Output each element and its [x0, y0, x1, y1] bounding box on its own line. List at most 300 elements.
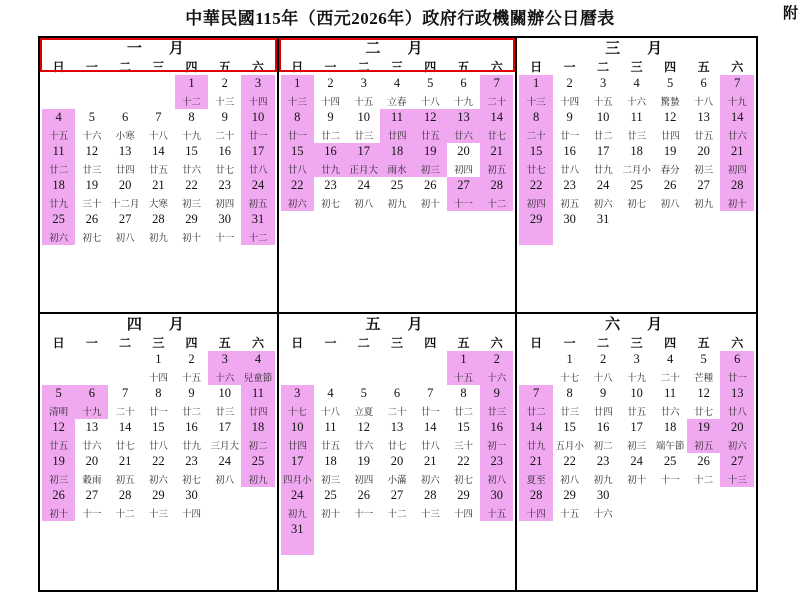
day-cell: 29: [152, 488, 165, 502]
lunar-cell: [241, 504, 274, 521]
day-cell: [414, 521, 447, 538]
table-row-lunar: [281, 126, 514, 143]
lunar-cell: 十九: [627, 373, 647, 384]
day-cell: 26: [357, 488, 370, 502]
lunar-cell: 二十: [115, 407, 135, 418]
day-cell: 25: [390, 178, 404, 192]
weekday-header: 日: [530, 60, 543, 74]
lunar-cell: 初三: [694, 165, 714, 176]
lunar-cell: 廿四: [380, 126, 413, 143]
day-cell: 5: [42, 385, 75, 402]
lunar-cell: 十五: [447, 368, 480, 385]
day-cell: [653, 487, 687, 504]
table-row-lunar: [519, 470, 754, 487]
day-cell: 9: [599, 386, 607, 400]
day-cell: 1: [155, 352, 162, 366]
day-cell: 16: [185, 420, 198, 434]
lunar-cell: 廿六: [182, 165, 202, 176]
day-cell: 12: [414, 109, 447, 126]
day-cell: 10: [218, 386, 232, 400]
lunar-cell: 驚蟄: [660, 97, 680, 108]
lunar-cell: 十四: [241, 92, 274, 109]
day-cell: 21: [118, 454, 132, 468]
page-title: 中華民國115年（西元2026年）政府行政機關辦公日曆表: [185, 9, 615, 28]
month-name: 三 月: [605, 41, 669, 57]
lunar-cell: 廿九: [42, 194, 75, 211]
day-cell: [720, 211, 754, 228]
lunar-cell: 初五: [560, 199, 580, 210]
weekday-header: 三: [390, 336, 403, 350]
weekday-header: 二: [597, 60, 610, 74]
day-cell: 8: [519, 109, 553, 126]
weekday-header: 五: [697, 60, 710, 74]
day-cell: [620, 487, 654, 504]
weekday-header: 日: [530, 336, 543, 350]
lunar-cell: 初六: [281, 194, 314, 211]
day-cell: [108, 351, 141, 368]
month-name: 二 月: [365, 41, 429, 57]
lunar-cell: 初五: [480, 160, 513, 177]
day-cell: 10: [281, 419, 314, 436]
table-row: [519, 487, 754, 504]
day-cell: 3: [241, 75, 274, 92]
day-cell: 1: [519, 75, 553, 92]
lunar-cell: 十八: [694, 97, 714, 108]
day-cell: 8: [155, 386, 162, 400]
lunar-cell: 廿八: [241, 160, 274, 177]
lunar-cell: 夏至: [519, 470, 553, 487]
lunar-cell: 廿六: [354, 441, 374, 452]
day-cell: 2: [599, 352, 607, 366]
table-row: [519, 453, 754, 470]
weekday-header: 日: [52, 60, 65, 74]
day-cell: [687, 211, 721, 228]
table-row: [519, 351, 754, 368]
lunar-cell: 廿九: [314, 160, 347, 177]
lunar-cell: 初九: [148, 233, 168, 244]
lunar-cell: 春分: [660, 165, 680, 176]
lunar-cell: [380, 538, 413, 555]
table-row-lunar: [42, 504, 275, 521]
day-cell: 12: [357, 420, 370, 434]
day-cell: 26: [697, 454, 710, 468]
table-row-lunar: [281, 160, 514, 177]
day-cell: [108, 75, 141, 92]
lunar-cell: 十四: [148, 373, 168, 384]
lunar-cell: 三十: [453, 441, 473, 452]
lunar-cell: 小寒: [115, 131, 135, 142]
day-cell: 23: [563, 178, 576, 192]
day-cell: 13: [720, 385, 754, 402]
weekday-header: 六: [252, 60, 265, 74]
weekday-header: 三: [390, 60, 403, 74]
day-cell: 14: [152, 144, 165, 158]
lunar-cell: 廿三: [215, 407, 235, 418]
weekday-header: 四: [185, 60, 198, 74]
lunar-cell: 廿五: [42, 436, 75, 453]
lunar-cell: 十二: [480, 194, 513, 211]
lunar-cell: [347, 368, 380, 385]
lunar-cell: 廿一: [420, 407, 440, 418]
day-cell: 4: [327, 386, 334, 400]
table-row-lunar: [519, 160, 754, 177]
day-cell: 5: [360, 386, 367, 400]
lunar-cell: 十五: [182, 373, 202, 384]
lunar-cell: 初二: [593, 441, 613, 452]
weekday-header: 三: [152, 336, 165, 350]
day-cell: 10: [630, 386, 643, 400]
day-cell: 20: [118, 178, 132, 192]
weekday-header: 一: [324, 60, 337, 74]
day-cell: 8: [281, 109, 314, 126]
lunar-cell: 初十: [42, 504, 75, 521]
month-name: 五 月: [365, 317, 429, 333]
day-cell: 28: [519, 487, 553, 504]
lunar-cell: 十六: [480, 368, 513, 385]
lunar-cell: 初四: [453, 165, 473, 176]
day-cell: 9: [221, 110, 228, 124]
month-table: [281, 334, 514, 555]
day-cell: 24: [241, 177, 274, 194]
day-cell: [653, 211, 687, 228]
months-grid: [38, 36, 758, 592]
lunar-cell: 廿三: [82, 165, 102, 176]
table-row-lunar: [519, 402, 754, 419]
lunar-cell: 初七: [82, 233, 102, 244]
lunar-cell: [620, 228, 654, 245]
lunar-cell: 初七: [453, 475, 473, 486]
table-row: [281, 487, 514, 504]
day-cell: 6: [460, 76, 467, 90]
table-row-lunar: [519, 228, 754, 245]
day-cell: 12: [663, 110, 677, 124]
lunar-cell: [75, 92, 108, 109]
lunar-cell: 初八: [215, 475, 235, 486]
table-row-lunar: [42, 402, 275, 419]
day-cell: 7: [155, 110, 162, 124]
day-cell: 15: [281, 143, 314, 160]
lunar-cell: [586, 228, 620, 245]
month-block: [517, 38, 756, 314]
weekday-header: 五: [697, 336, 710, 350]
day-cell: [414, 351, 447, 368]
lunar-cell: 初三: [321, 475, 341, 486]
day-cell: 25: [42, 211, 75, 228]
day-cell: 22: [563, 454, 576, 468]
lunar-cell: 廿七: [519, 160, 553, 177]
lunar-cell: 初十: [627, 475, 647, 486]
lunar-cell: 立夏: [354, 407, 374, 418]
day-cell: 28: [423, 488, 437, 502]
month-block: [517, 314, 756, 590]
lunar-cell: [281, 538, 314, 555]
weekday-header: 日: [291, 336, 304, 350]
lunar-cell: 十八: [420, 97, 440, 108]
lunar-cell: 十二: [241, 228, 274, 245]
month-block: [279, 38, 518, 314]
weekday-header: 一: [563, 336, 576, 350]
day-cell: 30: [596, 488, 610, 502]
day-cell: 12: [85, 144, 99, 158]
day-cell: 20: [447, 143, 480, 160]
lunar-cell: 廿五: [148, 165, 168, 176]
lunar-cell: [42, 92, 75, 109]
day-cell: 16: [314, 143, 347, 160]
day-cell: 17: [281, 453, 314, 470]
table-row: [519, 385, 754, 402]
day-cell: 21: [152, 178, 165, 192]
table-row: [42, 109, 275, 126]
lunar-cell: [414, 368, 447, 385]
day-cell: 10: [596, 110, 610, 124]
month-name: 一 月: [126, 41, 190, 57]
weekday-header: 六: [490, 60, 503, 74]
day-cell: [75, 351, 108, 368]
table-row: [281, 109, 514, 126]
lunar-cell: [314, 538, 347, 555]
lunar-cell: 初九: [387, 199, 407, 210]
day-cell: [480, 521, 513, 538]
lunar-cell: 正月大: [347, 160, 380, 177]
month-table: [519, 334, 754, 521]
day-cell: [42, 351, 75, 368]
day-cell: [75, 75, 108, 92]
day-cell: 27: [390, 488, 404, 502]
lunar-cell: [653, 504, 687, 521]
lunar-cell: 初五: [115, 475, 135, 486]
day-cell: 26: [85, 212, 99, 226]
day-cell: 20: [720, 419, 754, 436]
lunar-cell: 廿七: [115, 441, 135, 452]
day-cell: [447, 521, 480, 538]
day-cell: 4: [42, 109, 75, 126]
table-row-lunar: [519, 436, 754, 453]
day-cell: 12: [42, 419, 75, 436]
table-row: [281, 385, 514, 402]
day-cell: 26: [663, 178, 677, 192]
day-cell: 25: [241, 453, 274, 470]
lunar-cell: 十四: [182, 509, 202, 520]
lunar-cell: 廿二: [453, 407, 473, 418]
lunar-cell: 廿三: [560, 407, 580, 418]
day-cell: 24: [596, 178, 610, 192]
day-cell: 28: [720, 177, 754, 194]
lunar-cell: 十三: [215, 97, 235, 108]
day-cell: 1: [281, 75, 314, 92]
lunar-cell: 廿九: [593, 165, 613, 176]
table-row-lunar: [42, 368, 275, 385]
weekday-header: 二: [119, 336, 132, 350]
lunar-cell: 廿九: [519, 436, 553, 453]
day-cell: 29: [519, 211, 553, 228]
lunar-cell: 十四: [519, 504, 553, 521]
table-row: [519, 109, 754, 126]
day-cell: 30: [480, 487, 513, 504]
lunar-cell: 初三: [182, 199, 202, 210]
day-cell: 15: [185, 144, 198, 158]
table-row: [519, 211, 754, 228]
day-cell: 14: [480, 109, 513, 126]
lunar-cell: 初三: [414, 160, 447, 177]
lunar-cell: 十一: [215, 233, 235, 244]
day-cell: 2: [327, 76, 334, 90]
weekday-header: 一: [563, 60, 576, 74]
lunar-cell: 十四: [560, 97, 580, 108]
weekday-header: 二: [357, 336, 370, 350]
lunar-cell: 初六: [42, 228, 75, 245]
day-cell: 25: [324, 488, 337, 502]
table-row-lunar: [42, 92, 275, 109]
lunar-cell: 廿七: [480, 126, 513, 143]
weekday-header: 四: [185, 336, 198, 350]
lunar-cell: [108, 92, 141, 109]
day-cell: 8: [460, 386, 467, 400]
table-row-lunar: [42, 470, 275, 487]
lunar-cell: 初六: [420, 475, 440, 486]
lunar-cell: 十六: [627, 97, 647, 108]
lunar-cell: [720, 228, 754, 245]
day-cell: 2: [188, 352, 195, 366]
day-cell: 10: [357, 110, 370, 124]
day-cell: 6: [700, 76, 707, 90]
lunar-cell: 廿五: [627, 407, 647, 418]
day-cell: 13: [85, 420, 99, 434]
lunar-cell: 二月小: [622, 165, 651, 176]
table-row-lunar: [281, 538, 514, 555]
day-cell: 22: [457, 454, 470, 468]
weekday-header: 五: [218, 336, 231, 350]
table-row-lunar: [42, 126, 275, 143]
lunar-cell: 廿七: [694, 407, 714, 418]
lunar-cell: 十四: [453, 509, 473, 520]
lunar-cell: [480, 538, 513, 555]
lunar-cell: 廿五: [414, 126, 447, 143]
day-cell: 20: [390, 454, 404, 468]
weekday-header: 一: [85, 60, 98, 74]
lunar-cell: [380, 368, 413, 385]
lunar-cell: [653, 228, 687, 245]
day-cell: 21: [423, 454, 437, 468]
day-cell: 11: [241, 385, 274, 402]
day-cell: 22: [152, 454, 165, 468]
weekday-header: 二: [597, 336, 610, 350]
day-cell: 9: [327, 110, 334, 124]
lunar-cell: 廿一: [720, 368, 754, 385]
day-cell: 20: [85, 454, 99, 468]
day-cell: 19: [85, 178, 99, 192]
day-cell: 22: [519, 177, 553, 194]
table-row-lunar: [42, 160, 275, 177]
lunar-cell: 十八: [593, 373, 613, 384]
day-cell: 26: [42, 487, 75, 504]
lunar-cell: 初五: [241, 194, 274, 211]
month-table: [519, 58, 754, 245]
lunar-cell: 廿九: [182, 441, 202, 452]
day-cell: 27: [85, 488, 99, 502]
lunar-cell: 十三: [519, 92, 553, 109]
lunar-cell: 廿六: [660, 407, 680, 418]
lunar-cell: 十三: [148, 509, 168, 520]
day-cell: 3: [360, 76, 367, 90]
month-table: [281, 58, 514, 211]
lunar-cell: 十五: [560, 509, 580, 520]
lunar-cell: 廿一: [148, 407, 168, 418]
weekday-header: 五: [218, 60, 231, 74]
table-row-lunar: [519, 194, 754, 211]
day-cell: 9: [480, 385, 513, 402]
lunar-cell: 初十: [182, 233, 202, 244]
lunar-cell: 十九: [182, 131, 202, 142]
day-cell: 8: [566, 386, 573, 400]
day-cell: 18: [42, 177, 75, 194]
weekday-header: 三: [630, 60, 643, 74]
table-row-lunar: [42, 228, 275, 245]
weekday-header: 一: [324, 336, 337, 350]
day-cell: 19: [42, 453, 75, 470]
weekday-header: 日: [52, 336, 65, 350]
lunar-cell: 十七: [281, 402, 314, 419]
day-cell: [347, 521, 380, 538]
lunar-cell: 廿二: [519, 402, 553, 419]
day-cell: 7: [519, 385, 553, 402]
month-name: 四 月: [126, 317, 190, 333]
lunar-cell: [314, 368, 347, 385]
weekday-header: 二: [357, 60, 370, 74]
lunar-cell: 廿八: [420, 441, 440, 452]
day-cell: 19: [414, 143, 447, 160]
lunar-cell: 十二: [115, 509, 135, 520]
day-cell: 6: [75, 385, 108, 402]
day-cell: 24: [281, 487, 314, 504]
lunar-cell: 初三: [42, 470, 75, 487]
day-cell: [142, 75, 175, 92]
lunar-cell: 廿四: [241, 402, 274, 419]
lunar-cell: 初七: [627, 199, 647, 210]
lunar-cell: [347, 538, 380, 555]
day-cell: 24: [357, 178, 370, 192]
day-cell: 21: [519, 453, 553, 470]
lunar-cell: 十三: [720, 470, 754, 487]
lunar-cell: 初九: [593, 475, 613, 486]
day-cell: 17: [347, 143, 380, 160]
day-cell: [380, 351, 413, 368]
day-cell: [720, 487, 754, 504]
day-cell: 5: [700, 352, 707, 366]
lunar-cell: 廿八: [281, 160, 314, 177]
weekday-header: 四: [424, 60, 437, 74]
table-row-lunar: [281, 368, 514, 385]
lunar-cell: 初三: [627, 441, 647, 452]
month-table: [42, 334, 275, 521]
lunar-cell: 清明: [42, 402, 75, 419]
lunar-cell: 初一: [480, 436, 513, 453]
day-cell: 14: [423, 420, 437, 434]
day-cell: 13: [390, 420, 404, 434]
day-cell: 18: [241, 419, 274, 436]
table-row-lunar: [519, 368, 754, 385]
day-cell: 4: [241, 351, 274, 368]
lunar-cell: 小滿: [387, 475, 407, 486]
day-cell: 29: [457, 488, 470, 502]
lunar-cell: [281, 368, 314, 385]
day-cell: [281, 351, 314, 368]
day-cell: 19: [663, 144, 677, 158]
day-cell: 16: [480, 419, 513, 436]
day-cell: 6: [121, 110, 129, 124]
lunar-cell: 初二: [241, 436, 274, 453]
lunar-cell: 初八: [480, 470, 513, 487]
table-row-lunar: [281, 402, 514, 419]
